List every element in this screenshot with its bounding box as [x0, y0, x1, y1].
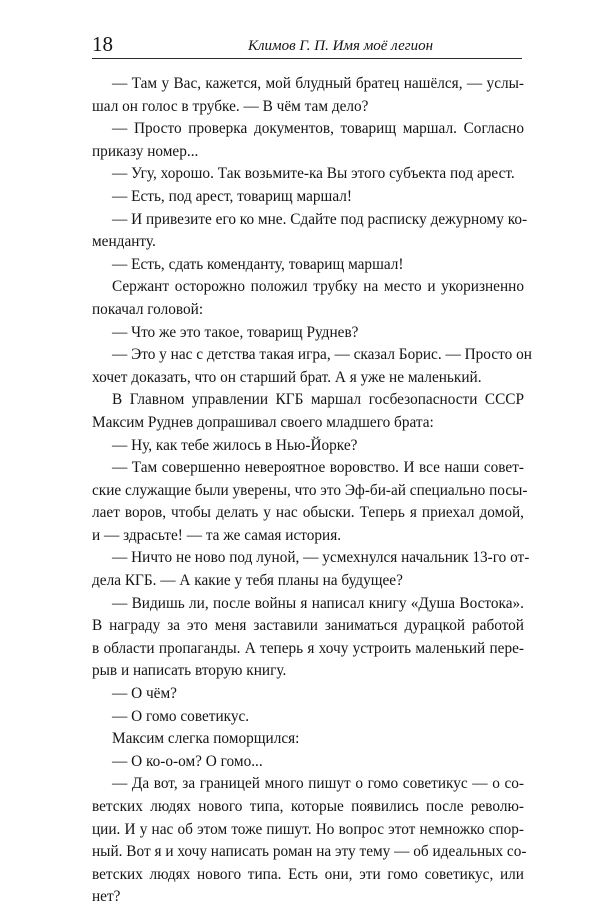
text-line: ветских людях нового типа. Есть они, эти гомо советикус, или — [92, 865, 524, 883]
text-line: — Это у нас с детства такая игра, — сказал Борис. — Просто он — [112, 346, 532, 364]
text-line: ный. Вот я и хочу написать роман на эту тему — об идеальных со- — [92, 843, 527, 861]
text-line: — О ко-о-ом? О гомо... — [112, 752, 263, 770]
text-line: — И привезите его ко мне. Сдайте под расписку дежурному ко- — [112, 210, 528, 228]
text-line: — Ну, как тебе жилось в Нью-Йорке? — [112, 436, 358, 454]
text-line: — О чём? — [112, 685, 177, 703]
text-line: — Там совершенно невероятное воровство. И все наши совет- — [112, 459, 524, 477]
text-line: приказу номер... — [92, 142, 199, 160]
running-title: Климов Г. П. Имя моё легион — [248, 38, 434, 54]
text-line: шал он голос в трубке. — В чём там дело? — [92, 97, 369, 115]
text-line: менданту. — [92, 233, 156, 251]
text-line: ские служащие были уверены, что это Эф-би-ай специально посы- — [92, 481, 528, 499]
text-line: — Видишь ли, после войны я написал книгу «Душа Востока». — [112, 594, 524, 612]
text-line: ции. И у нас об этом тоже пишут. Но вопрос этот немножко спор- — [92, 820, 524, 838]
text-line: — Угу, хорошо. Так возьмите-ка Вы этого субъекта под арест. — [112, 165, 515, 183]
text-line: Максим слегка поморщился: — [112, 730, 300, 748]
text-line: нет? — [92, 888, 121, 906]
text-line: и — здрасьте! — та же самая история. — [92, 526, 342, 544]
text-line: — О гомо советикус. — [112, 707, 250, 725]
text-line: лает воров, чтобы делать у нас обыски. Теперь я приехал домой, — [92, 504, 524, 522]
text-line: Сержант осторожно положил трубку на место и укоризненно — [112, 278, 524, 296]
text-line: в области пропаганды. А теперь я хочу устроить маленький пере- — [92, 639, 524, 657]
page-header — [92, 30, 522, 60]
text-line: — Да вот, за границей много пишут о гомо советикус — о со- — [112, 775, 524, 793]
text-line: дела КГБ. — А какие у тебя планы на будущее? — [92, 572, 403, 590]
text-line: рыв и написать вторую книгу. — [92, 662, 287, 680]
text-line: ветских людях нового типа, которые появились после револю- — [92, 798, 524, 815]
text-line: — Ничто не ново под луной, — усмехнулся начальник 13-го от- — [112, 549, 530, 567]
text-line: — Есть, под арест, товарищ маршал! — [112, 187, 352, 205]
page-number: 18 — [92, 32, 113, 56]
text-line: — Там у Вас, кажется, мой блудный братец нашёлся, — услы- — [112, 75, 524, 92]
page-text — [92, 73, 532, 909]
text-line: — Просто проверка документов, товарищ маршал. Согласно — [112, 120, 524, 138]
header-rule — [92, 58, 522, 59]
text-line: хочет доказать, что он старший брат. А я уже не маленький. — [92, 368, 482, 386]
text-line: — Что же это такое, товарищ Руднев? — [112, 323, 359, 341]
text-line: Максим Руднев допрашивал своего младшего брата: — [92, 413, 434, 431]
text-line: — Есть, сдать коменданту, товарищ маршал! — [112, 255, 404, 273]
text-line: В Главном управлении КГБ маршал госбезопасности СССР — [112, 391, 524, 409]
text-line: В награду за это меня заставили заниматься дурацкой работой — [92, 617, 524, 635]
text-line: покачал головой: — [92, 300, 204, 318]
